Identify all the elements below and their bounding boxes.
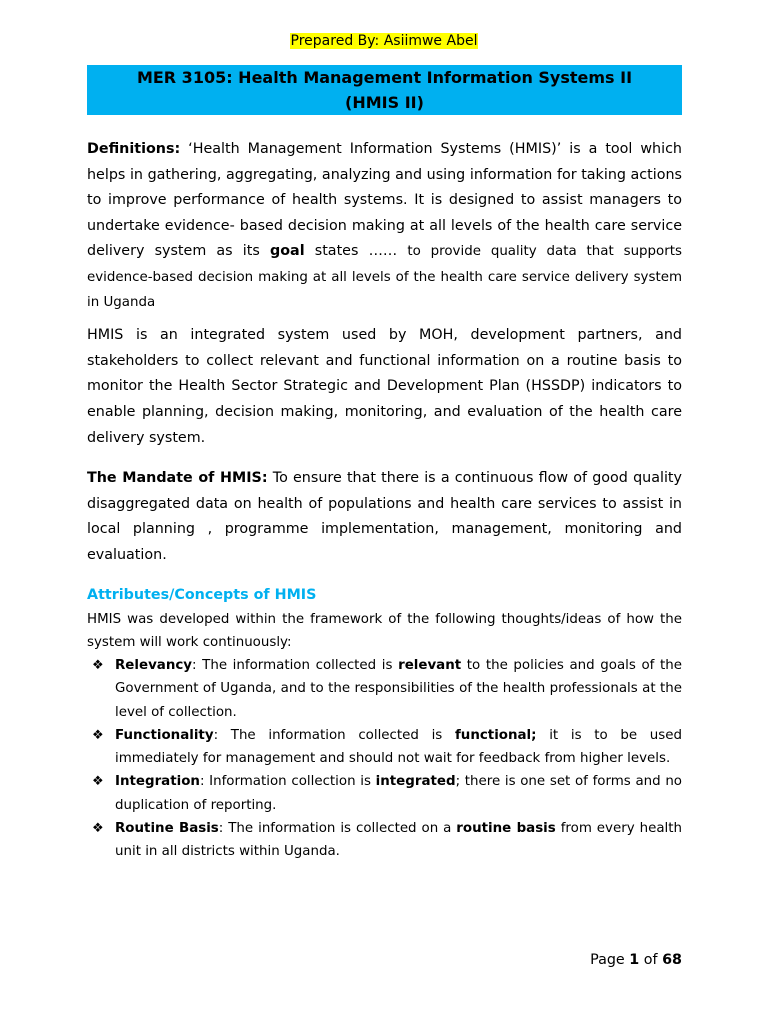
page-number <box>590 949 682 971</box>
attribute-key: relevant <box>398 658 462 673</box>
page-word: Page <box>590 952 625 968</box>
hmis-paragraph: HMIS is an integrated system used by MOH, development partners, and stakeholders to collect relevant and functional information on a routine basis to monitor the Health Sector Strategic and Development Plan (HSSDP) indicators to enable planning, decision making, monitoring, and evaluation of the health care delivery system. <box>87 327 682 446</box>
prepared-by-line <box>0 31 768 51</box>
title-line-1: MER 3105: Health Management Information Systems II <box>136 68 633 87</box>
total-pages: 68 <box>662 952 682 968</box>
attributes-list <box>87 654 682 864</box>
attribute-key: functional; <box>454 727 537 743</box>
list-item <box>87 770 682 817</box>
prepared-by-highlight: Prepared By: Asiimwe Abel <box>290 33 478 49</box>
mandate-paragraph <box>87 466 682 568</box>
list-item <box>87 817 682 864</box>
diamond-bullet-icon: ❖ <box>92 658 104 673</box>
list-item <box>87 654 682 724</box>
diamond-bullet-icon: ❖ <box>92 821 104 837</box>
attribute-key: integrated <box>375 774 456 790</box>
attribute-text: to the policies and goals of the Government of Uganda, and to the responsibilities of the health professionals at the level of collection. <box>115 658 682 720</box>
attribute-term: Routine Basis <box>115 821 219 837</box>
attribute-text: it is to be used immediately for management and should not wait for feedback from higher levels. <box>115 727 682 767</box>
attribute-term: Functionality <box>115 727 214 743</box>
diamond-bullet-icon: ❖ <box>92 727 104 743</box>
attributes-intro: HMIS was developed within the framework of the following thoughts/ideas of how the system will work continuously: <box>87 612 682 651</box>
current-page: 1 <box>629 952 640 968</box>
attribute-text: from every health unit in all districts within Uganda. <box>115 821 682 860</box>
attribute-text: : The information collected is <box>192 658 399 673</box>
title-banner <box>87 65 682 115</box>
title-line-2: (HMIS II) <box>345 93 424 112</box>
definitions-paragraph <box>87 137 682 316</box>
attributes-heading: Attributes/Concepts of HMIS <box>87 587 317 603</box>
attribute-term: Relevancy <box>115 658 193 673</box>
attribute-key: routine basis <box>456 821 556 837</box>
definitions-label: Definitions: <box>87 141 181 157</box>
mandate-text: To ensure that there is a continuous flow of good quality disaggregated data on health of populations and health care services to assist in local planning , programme implementation, management, monitoring and evaluation. <box>87 470 682 563</box>
mandate-label: The Mandate of HMIS: <box>87 470 268 486</box>
list-item <box>87 724 682 771</box>
definitions-states: states …… <box>304 243 408 259</box>
diamond-bullet-icon: ❖ <box>92 774 104 790</box>
attribute-text: ; there is one set of forms and no duplication of reporting. <box>115 774 683 813</box>
goal-word: goal <box>269 243 305 259</box>
attribute-text: : Information collection is <box>199 774 376 790</box>
definitions-text: ‘Health Management Information Systems (HMIS)’ is a tool which helps in gathering, aggregating, analyzing and using information for taking actions to improve performance of health systems. It is designed to assist managers to undertake evidence- based decision making at all levels of the health care service delivery system as its <box>87 141 682 259</box>
attribute-term: Integration <box>115 774 200 790</box>
definitions-goal-text: to provide quality data that supports evidence-based decision making at all levels of the health care service delivery system in Uganda <box>87 244 682 310</box>
attribute-text: : The information is collected on a <box>218 821 457 837</box>
of-word: of <box>643 952 658 968</box>
attribute-text: : The information collected is <box>213 727 455 743</box>
